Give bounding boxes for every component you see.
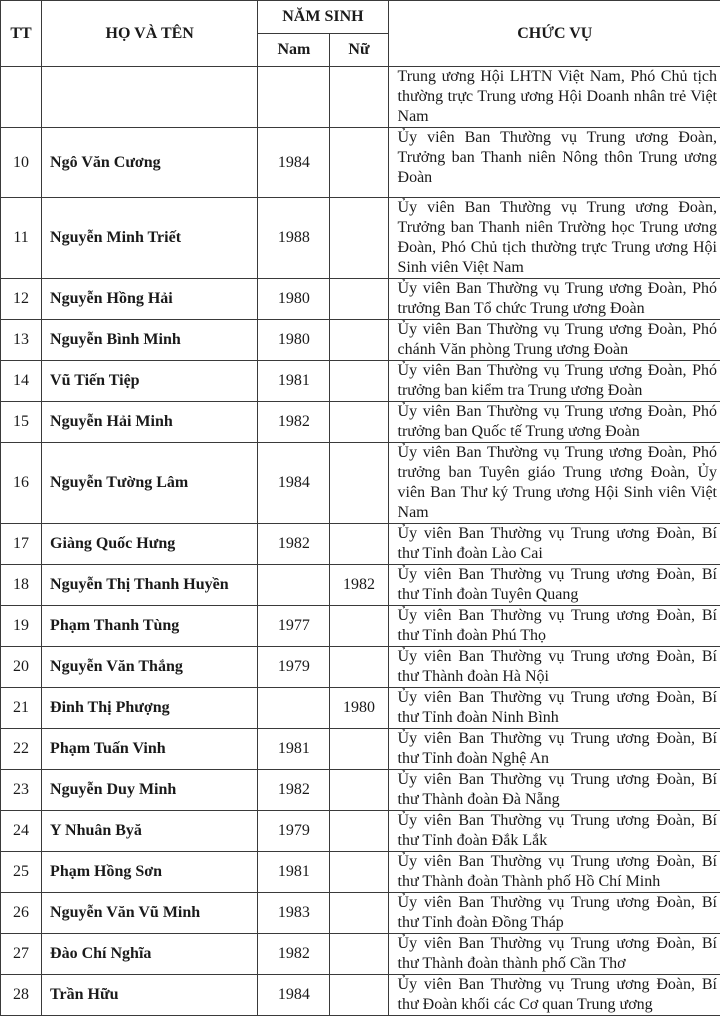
female-year-cell [330,279,388,320]
header-name: HỌ VÀ TÊN [42,1,258,67]
header-birth-year: NĂM SINH [258,1,388,34]
name-cell: Vũ Tiến Tiệp [42,361,258,402]
name-cell: Nguyễn Hồng Hải [42,279,258,320]
position-cell: Ủy viên Ban Thường vụ Trung ương Đoàn, Bí thư Tỉnh đoàn Lào Cai [388,524,720,565]
male-year-cell: 1982 [258,524,330,565]
table-row-continuation [1,67,720,128]
male-year-cell: 1981 [258,852,330,893]
male-year-cell: 1984 [258,128,330,198]
name-cell: Nguyễn Tường Lâm [42,443,258,524]
male-year-cell: 1984 [258,443,330,524]
tt-cell: 25 [1,852,42,893]
name-cell: Nguyễn Thị Thanh Huyền [42,565,258,606]
name-cell: Phạm Hồng Sơn [42,852,258,893]
female-year-cell [330,770,388,811]
position-cell: Ủy viên Ban Thường vụ Trung ương Đoàn, Trưởng ban Thanh niên Trường học Trung ương Đoàn, Phó Chủ tịch thường trực Trung ương Hội Sinh viên Việt Nam [388,198,720,279]
tt-cell: 26 [1,893,42,934]
male-year-cell: 1977 [258,606,330,647]
tt-cell: 17 [1,524,42,565]
name-cell: Đinh Thị Phượng [42,688,258,729]
table-row [1,647,720,688]
table-row [1,811,720,852]
name-cell: Trần Hữu [42,975,258,1016]
position-cell: Ủy viên Ban Thường vụ Trung ương Đoàn, Bí thư Thành đoàn Đà Nẵng [388,770,720,811]
female-year-cell [330,852,388,893]
name-cell: Nguyễn Hải Minh [42,402,258,443]
position-cell: Ủy viên Ban Thường vụ Trung ương Đoàn, Bí thư Tỉnh đoàn Đắk Lắk [388,811,720,852]
female-year-cell: 1980 [330,688,388,729]
female-year-cell [330,443,388,524]
table-row [1,524,720,565]
table-row [1,729,720,770]
position-cell: Trung ương Hội LHTN Việt Nam, Phó Chủ tịch thường trực Trung ương Hội Doanh nhân trẻ Việt Nam [388,67,720,128]
header-male: Nam [258,34,330,67]
position-cell: Ủy viên Ban Thường vụ Trung ương Đoàn, Bí thư Thành đoàn Hà Nội [388,647,720,688]
name-cell: Giàng Quốc Hưng [42,524,258,565]
name-cell: Nguyễn Minh Triết [42,198,258,279]
name-cell: Nguyễn Văn Thắng [42,647,258,688]
male-year-cell: 1982 [258,934,330,975]
position-cell: Ủy viên Ban Thường vụ Trung ương Đoàn, Bí thư Thành đoàn thành phố Cần Thơ [388,934,720,975]
position-cell: Ủy viên Ban Thường vụ Trung ương Đoàn, Bí thư Tỉnh đoàn Nghệ An [388,729,720,770]
tt-cell [1,67,42,128]
female-year-cell [330,811,388,852]
female-year-cell [330,320,388,361]
female-year-cell [330,729,388,770]
female-year-cell [330,361,388,402]
name-cell [42,67,258,128]
male-year-cell: 1988 [258,198,330,279]
position-cell: Ủy viên Ban Thường vụ Trung ương Đoàn, Bí thư Đoàn khối các Cơ quan Trung ương [388,975,720,1016]
male-year-cell: 1981 [258,361,330,402]
male-year-cell: 1982 [258,770,330,811]
table-row [1,279,720,320]
male-year-cell: 1983 [258,893,330,934]
male-year-cell [258,565,330,606]
tt-cell: 28 [1,975,42,1016]
female-year-cell [330,524,388,565]
female-year-cell: 1982 [330,565,388,606]
tt-cell: 15 [1,402,42,443]
header-female: Nữ [330,34,388,67]
male-year-cell [258,688,330,729]
position-cell: Ủy viên Ban Thường vụ Trung ương Đoàn, Bí thư Tỉnh đoàn Ninh Bình [388,688,720,729]
tt-cell: 13 [1,320,42,361]
female-year-cell [330,934,388,975]
female-year-cell [330,975,388,1016]
table-row [1,852,720,893]
male-year-cell: 1980 [258,320,330,361]
position-cell: Ủy viên Ban Thường vụ Trung ương Đoàn, Trưởng ban Thanh niên Nông thôn Trung ương Đoàn [388,128,720,198]
tt-cell: 10 [1,128,42,198]
male-year-cell: 1979 [258,647,330,688]
male-year-cell: 1979 [258,811,330,852]
female-year-cell [330,402,388,443]
female-year-cell [330,606,388,647]
tt-cell: 12 [1,279,42,320]
position-cell: Ủy viên Ban Thường vụ Trung ương Đoàn, Phó trưởng ban kiểm tra Trung ương Đoàn [388,361,720,402]
name-cell: Nguyễn Duy Minh [42,770,258,811]
female-year-cell [330,67,388,128]
female-year-cell [330,128,388,198]
table-row [1,893,720,934]
male-year-cell: 1981 [258,729,330,770]
male-year-cell: 1982 [258,402,330,443]
table-row [1,934,720,975]
name-cell: Phạm Tuấn Vinh [42,729,258,770]
table-row [1,402,720,443]
name-cell: Ngô Văn Cương [42,128,258,198]
position-cell: Ủy viên Ban Thường vụ Trung ương Đoàn, Bí thư Tỉnh đoàn Phú Thọ [388,606,720,647]
tt-cell: 20 [1,647,42,688]
table-row [1,320,720,361]
position-cell: Ủy viên Ban Thường vụ Trung ương Đoàn, Phó chánh Văn phòng Trung ương Đoàn [388,320,720,361]
tt-cell: 24 [1,811,42,852]
name-cell: Phạm Thanh Tùng [42,606,258,647]
table-row [1,198,720,279]
female-year-cell [330,647,388,688]
tt-cell: 16 [1,443,42,524]
table-row [1,565,720,606]
table-row [1,770,720,811]
tt-cell: 21 [1,688,42,729]
position-cell: Ủy viên Ban Thường vụ Trung ương Đoàn, Phó trưởng ban Quốc tế Trung ương Đoàn [388,402,720,443]
tt-cell: 22 [1,729,42,770]
tt-cell: 11 [1,198,42,279]
tt-cell: 23 [1,770,42,811]
name-cell: Nguyễn Văn Vũ Minh [42,893,258,934]
header-tt: TT [1,1,42,67]
header-position: CHỨC VỤ [388,1,720,67]
tt-cell: 27 [1,934,42,975]
male-year-cell: 1984 [258,975,330,1016]
table-row [1,688,720,729]
table-row [1,361,720,402]
tt-cell: 19 [1,606,42,647]
position-cell: Ủy viên Ban Thường vụ Trung ương Đoàn, Phó trưởng ban Tuyên giáo Trung ương Đoàn, Ủy viên Ban Thư ký Trung ương Hội Sinh viên Việt Nam [388,443,720,524]
tt-cell: 14 [1,361,42,402]
name-cell: Y Nhuân Byă [42,811,258,852]
position-cell: Ủy viên Ban Thường vụ Trung ương Đoàn, Bí thư Thành đoàn Thành phố Hồ Chí Minh [388,852,720,893]
female-year-cell [330,893,388,934]
female-year-cell [330,198,388,279]
name-cell: Đào Chí Nghĩa [42,934,258,975]
name-cell: Nguyễn Bình Minh [42,320,258,361]
position-cell: Ủy viên Ban Thường vụ Trung ương Đoàn, Bí thư Tỉnh đoàn Tuyên Quang [388,565,720,606]
table-row [1,443,720,524]
male-year-cell: 1980 [258,279,330,320]
position-cell: Ủy viên Ban Thường vụ Trung ương Đoàn, Phó trưởng Ban Tổ chức Trung ương Đoàn [388,279,720,320]
table-row [1,975,720,1016]
position-cell: Ủy viên Ban Thường vụ Trung ương Đoàn, Bí thư Tỉnh đoàn Đồng Tháp [388,893,720,934]
tt-cell: 18 [1,565,42,606]
table-row [1,128,720,198]
table-row [1,606,720,647]
male-year-cell [258,67,330,128]
